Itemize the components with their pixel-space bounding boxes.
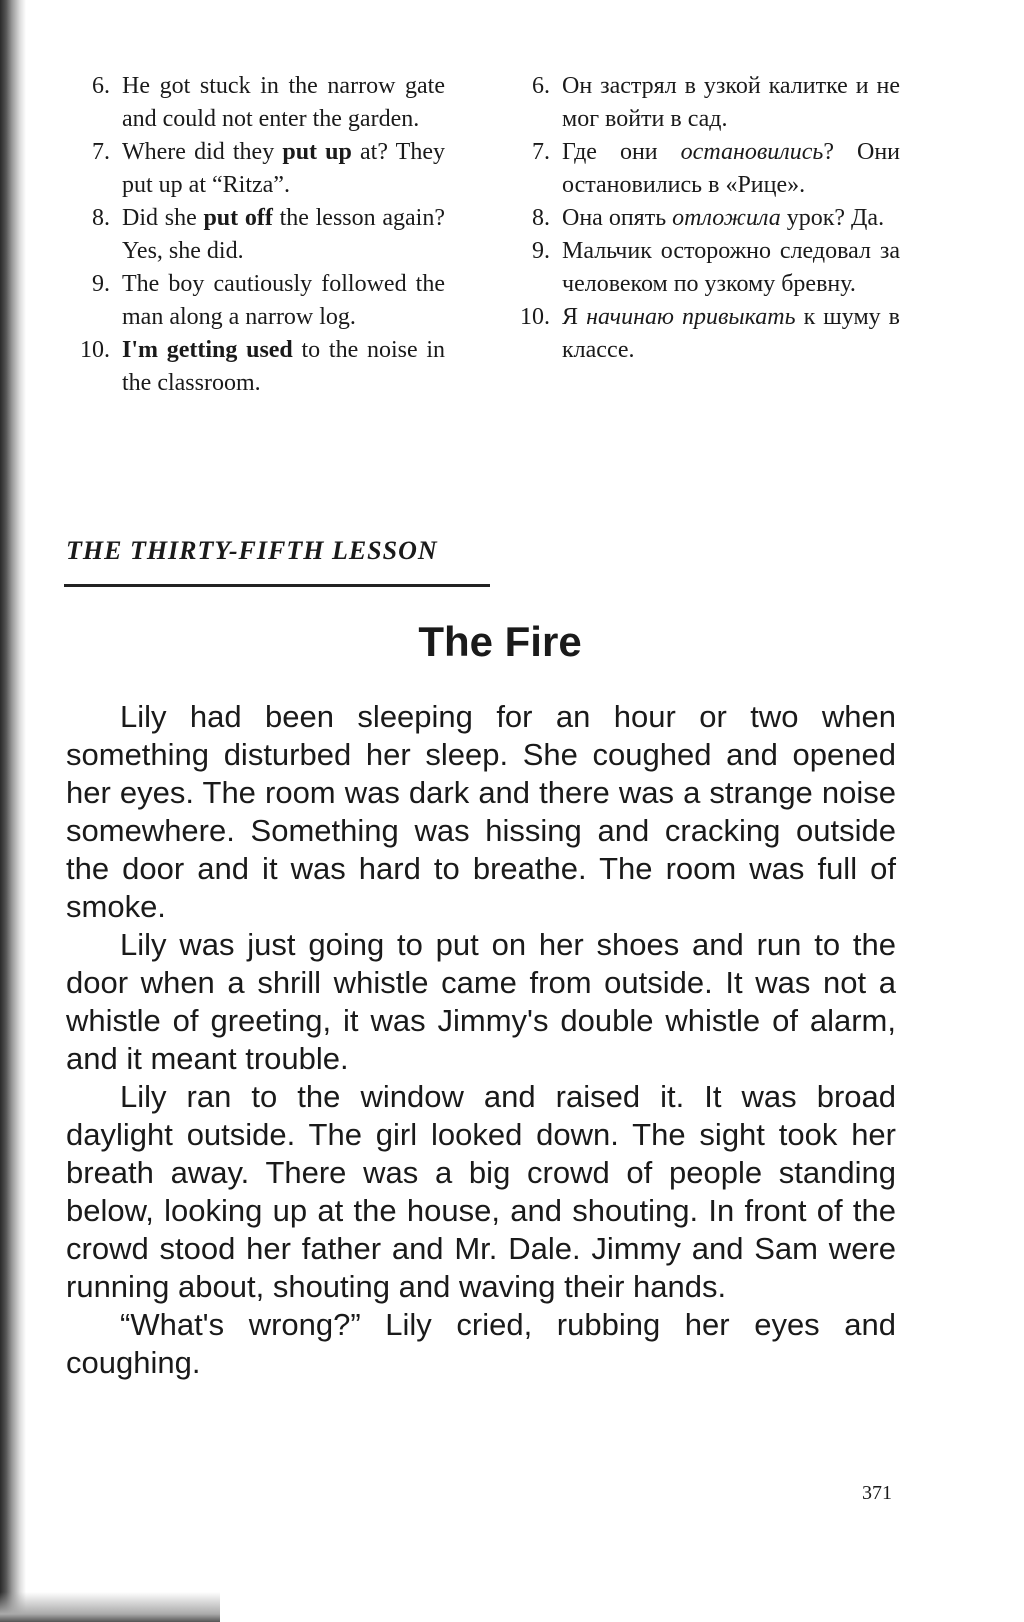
item-text: Он застрял в узкой калитке и не мог войти в сад. [562, 73, 900, 132]
russian-item [510, 235, 900, 301]
russian-item [510, 70, 900, 136]
item-text: урок? Да. [780, 205, 885, 231]
item-number: 6. [532, 73, 550, 99]
item-text: at? They put up at “Ritza”. [122, 139, 445, 198]
item-number: 8. [532, 205, 550, 231]
item-text: He got stuck in the narrow gate and could not enter the garden. [122, 73, 445, 132]
english-item [70, 268, 445, 334]
russian-item [510, 202, 900, 235]
bold-phrase: put up [282, 139, 352, 165]
russian-item [510, 301, 900, 367]
english-item [70, 70, 445, 136]
bold-phrase: I'm getting used [122, 337, 293, 363]
item-text: the lesson again? Yes, she did. [122, 205, 445, 264]
english-item [70, 202, 445, 268]
story-paragraph: Lily was just going to put on her shoes and run to the door when a shrill whistle came from outside. It was not a whistle of greeting, it was Jimmy's double whistle of alarm, and it meant trouble. [66, 927, 896, 1076]
item-number: 6. [92, 73, 110, 99]
english-item [70, 334, 445, 400]
item-text: to the noise in the classroom. [122, 337, 445, 396]
item-number: 7. [532, 139, 550, 165]
item-text: Мальчик осторожно следовал за человеком по узкому бревну. [562, 238, 900, 297]
page-number: 371 [862, 1482, 892, 1504]
item-number: 10. [520, 304, 550, 330]
item-number: 9. [532, 238, 550, 264]
item-number: 8. [92, 205, 110, 231]
item-text: Did she [122, 205, 204, 231]
italic-phrase: отложила [672, 205, 781, 231]
item-text: Я [562, 304, 587, 330]
item-number: 7. [92, 139, 110, 165]
story-paragraph: Lily ran to the window and raised it. It was broad daylight outside. The girl looked down. The sight took her breath away. There was a big crowd of people standing below, looking up at the house, and shouting. In front of the crowd stood her father and Mr. Dale. Jimmy and Sam were running about, shouting and waving their hands. [66, 1079, 896, 1304]
heading-rule [64, 584, 490, 587]
russian-item [510, 136, 900, 202]
italic-phrase: остановились [680, 139, 824, 165]
item-text: Она опять [562, 205, 673, 231]
page-scan-corner [0, 1576, 220, 1622]
english-column [70, 70, 445, 400]
item-number: 9. [92, 271, 110, 297]
story-text [66, 698, 896, 1382]
item-text: ? Они остановились в «Рице». [562, 139, 901, 198]
english-item [70, 136, 445, 202]
item-text: The boy cautiously followed the man along a narrow log. [122, 271, 445, 330]
item-text: к шуму в классе. [562, 304, 901, 363]
lesson-heading: THE THIRTY-FIFTH LESSON [66, 536, 438, 565]
translation-exercises [70, 70, 900, 490]
italic-phrase: начинаю привыкать [586, 304, 796, 330]
bold-phrase: put off [203, 205, 273, 231]
story-paragraph: “What's wrong?” Lily cried, rubbing her eyes and coughing. [66, 1307, 896, 1380]
story-paragraph: Lily had been sleeping for an hour or two when something disturbed her sleep. She coughed and opened her eyes. The room was dark and there was a strange noise somewhere. Something was hissing and cracking outside the door and it was hard to breathe. The room was full of smoke. [66, 699, 896, 924]
item-number: 10. [80, 337, 110, 363]
page-scan-edge [0, 0, 26, 1622]
item-text: Где они [562, 139, 681, 165]
russian-column [510, 70, 900, 367]
story-title: The Fire [418, 618, 582, 665]
item-text: Where did they [122, 139, 283, 165]
